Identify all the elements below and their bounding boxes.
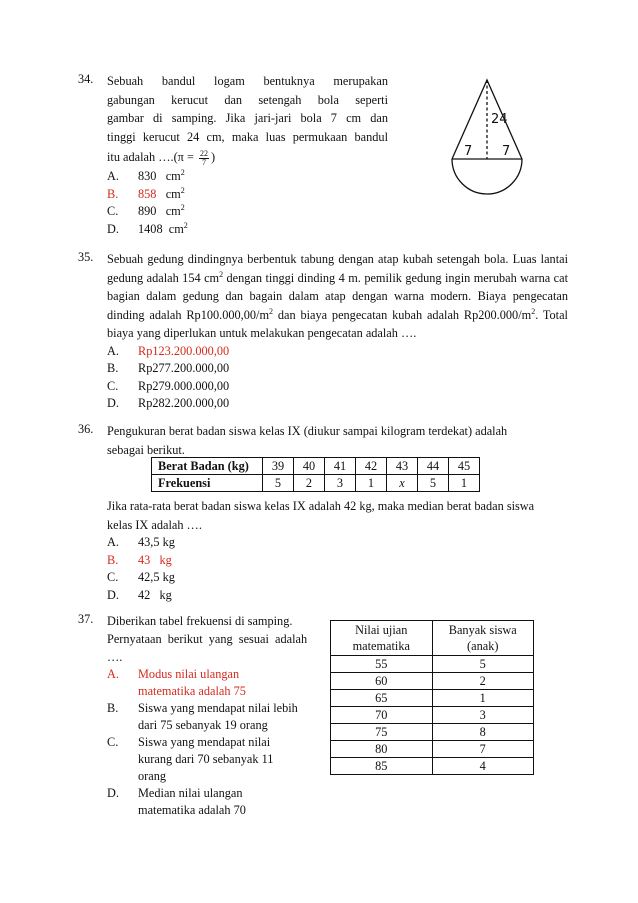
- text-line: Sebuah bandul logam bentuknya merupakan: [107, 74, 388, 88]
- text-fragment: Sebuah gedung dindingnya berbentuk tabung dengan atap kubah setengah bola. Luas lantai gedung adalah 154 cm: [107, 252, 568, 285]
- option-b[interactable]: B. 858 $cm^2$: [107, 186, 388, 204]
- table-cell: 44: [418, 458, 449, 475]
- exam-score-frequency-table: [330, 620, 534, 775]
- table-row: [152, 458, 480, 475]
- text-fragment: itu adalah ….(π =: [107, 150, 197, 164]
- table-row: [331, 707, 534, 724]
- text-fragment: dan biaya pengecatan kubah adalah Rp200.000/m: [273, 307, 532, 322]
- option-c[interactable]: [107, 378, 568, 396]
- question-text: Sebuah gedung dindingnya berbentuk tabung dengan atap kubah setengah bola. Luas lantai gedung adalah 154 $cm^2$ dengan tinggi dinding 4 m. pemilik gedung ingin merubah warna cat bagian dalam gedung dan bagain dalam atap dengan warna modern. Biaya pengecatan dinding adalah $Rp100.000,00/m^2$ dan biaya pengecatan kubah adalah $Rp200.000/m^2$. Total biaya yang diperlukan untuk melakukan pengecatan adalah ….: [107, 252, 568, 340]
- option-letter: D.: [107, 786, 119, 800]
- question-36: [78, 422, 568, 604]
- text-line: kelas IX adalah ….: [107, 517, 202, 532]
- table-cell: 60: [331, 673, 433, 690]
- option-unit: cm: [165, 169, 181, 183]
- option-letter: C.: [107, 378, 119, 393]
- header-line: matematika: [352, 639, 410, 653]
- header-line: Nilai ujian: [355, 623, 408, 637]
- text-fragment: dengan tinggi dinding 4 m. pemilik gedung ingin merubah warna cat bagian dalam gedung dan bagain dalam atap dengan warna modern. Biaya pengecatan dinding adalah Rp100.000,00/m: [107, 270, 568, 322]
- option-letter: C.: [107, 204, 119, 218]
- table-cell: 70: [331, 707, 433, 724]
- table-cell: 8: [432, 724, 534, 741]
- option-line: Siswa yang mendapat nilai: [138, 735, 271, 749]
- option-d[interactable]: [107, 395, 568, 413]
- question-number: 35.: [78, 250, 94, 264]
- pendulum-figure: [450, 78, 534, 202]
- option-value: 43 kg: [138, 552, 172, 567]
- option-value: 43,5 kg: [138, 535, 175, 549]
- option-letter: D.: [107, 396, 119, 410]
- table-row: [331, 741, 534, 758]
- text-line: tinggi kerucut 24 cm, maka luas permukaan bandul: [107, 129, 388, 144]
- table-cell: 1: [432, 690, 534, 707]
- question-text: [107, 72, 388, 146]
- option-b[interactable]: [107, 360, 568, 378]
- option-line: orang: [138, 769, 166, 783]
- hemisphere-outline: [452, 159, 522, 194]
- height-label: 24: [491, 112, 508, 127]
- option-value: Rp123.200.000,00: [138, 343, 230, 358]
- text-line: Jika rata-rata berat badan siswa kelas IX adalah 42 kg, maka median berat badan siswa: [107, 499, 535, 513]
- option-letter: C.: [107, 570, 119, 584]
- option-line: dari 75 sebanyak 19 orang: [138, 718, 268, 732]
- text-line: Diberikan tabel frekuensi di samping.: [107, 614, 293, 628]
- option-line: Siswa yang mendapat nilai lebih: [138, 701, 298, 715]
- table-cell: 5: [418, 475, 449, 492]
- text-line: ….: [107, 650, 123, 664]
- table-cell: 42: [356, 458, 387, 475]
- option-line: Modus nilai ulangan: [138, 667, 240, 681]
- table-cell: 65: [331, 690, 433, 707]
- radius-left-label: 7: [464, 144, 473, 159]
- option-line: Median nilai ulangan: [138, 786, 243, 800]
- row-header: Berat Badan (kg): [152, 458, 263, 475]
- table-cell: 3: [325, 475, 356, 492]
- option-line: kurang dari 70 sebanyak 11: [138, 752, 274, 766]
- option-line: matematika adalah 70: [138, 803, 246, 817]
- option-line: matematika adalah 75: [138, 684, 246, 698]
- text-line: gambar di samping. Jika jari-jari bola 7 cm dan: [107, 111, 388, 125]
- option-value: 1408: [138, 221, 163, 236]
- table-cell: 45: [449, 458, 480, 475]
- option-letter: D.: [107, 221, 119, 236]
- option-value: Rp279.000.000,00: [138, 378, 230, 393]
- question-number: 34.: [78, 72, 94, 86]
- question-text-last: [107, 146, 388, 168]
- text-line: Pernyataan berikut yang sesuai adalah: [107, 632, 308, 646]
- row-header: Frekuensi: [152, 475, 263, 492]
- question-35: [78, 250, 568, 413]
- option-value: Rp282.200.000,00: [138, 396, 230, 410]
- table-cell: 2: [432, 673, 534, 690]
- option-letter: B.: [107, 552, 119, 567]
- option-value: 42 kg: [138, 587, 172, 602]
- option-b[interactable]: [107, 552, 568, 570]
- option-a[interactable]: [107, 534, 568, 552]
- text-line: Pengukuran berat badan siswa kelas IX (diukur sampai kilogram terdekat) adalah: [107, 424, 508, 438]
- table-cell: 1: [356, 475, 387, 492]
- table-cell: 41: [325, 458, 356, 475]
- question-text: [107, 422, 568, 459]
- table-cell: 43: [387, 458, 418, 475]
- text-fragment: ): [210, 150, 216, 164]
- fraction-numerator: 22: [199, 148, 208, 158]
- header-line: Banyak siswa: [448, 623, 517, 637]
- question-after-table: [107, 497, 568, 534]
- question-text: [107, 612, 323, 666]
- option-a[interactable]: [107, 343, 568, 361]
- text-fragment: . Total biaya yang diperlukan untuk melakukan pengecatan adalah ….: [107, 307, 568, 340]
- table-cell: 5: [432, 656, 534, 673]
- table-header-row: [331, 621, 534, 656]
- table-row: [331, 724, 534, 741]
- question-number: 36.: [78, 422, 94, 436]
- option-c[interactable]: [107, 569, 568, 587]
- text-line: sebagai berikut.: [107, 442, 185, 457]
- table-cell: 39: [263, 458, 294, 475]
- options: [107, 343, 568, 413]
- table-cell: 80: [331, 741, 433, 758]
- option-value: 858: [138, 186, 157, 201]
- option-letter: A.: [107, 343, 119, 358]
- question-37: [78, 612, 323, 819]
- options: [107, 534, 568, 604]
- table-cell: 7: [432, 741, 534, 758]
- column-header-count: [432, 621, 534, 656]
- question-34: [78, 72, 388, 238]
- text-line: gabungan kerucut dan setengah bola seperti: [107, 92, 388, 107]
- option-unit: cm: [165, 204, 181, 218]
- table-row: [331, 673, 534, 690]
- table-cell: 55: [331, 656, 433, 673]
- option-value: Rp277.200.000,00: [138, 361, 230, 375]
- table-cell: 3: [432, 707, 534, 724]
- table-row: [331, 690, 534, 707]
- table-row: [331, 656, 534, 673]
- option-letter: B.: [107, 701, 119, 715]
- option-value: 890: [138, 204, 157, 218]
- option-unit: cm: [165, 186, 181, 201]
- header-line: (anak): [467, 639, 499, 653]
- table-cell: 5: [263, 475, 294, 492]
- table-cell: 4: [432, 758, 534, 775]
- option-a[interactable]: [107, 666, 323, 700]
- question-number: 37.: [78, 612, 94, 626]
- option-d[interactable]: [107, 785, 323, 819]
- table-row: [331, 758, 534, 775]
- option-letter: B.: [107, 361, 119, 375]
- radius-right-label: 7: [502, 144, 511, 159]
- column-header-score: [331, 621, 433, 656]
- option-letter: A.: [107, 169, 119, 183]
- fraction-denominator: 7: [201, 157, 206, 167]
- options: [107, 666, 323, 819]
- table-cell: 2: [294, 475, 325, 492]
- option-b[interactable]: [107, 700, 323, 734]
- option-c[interactable]: [107, 734, 323, 785]
- option-a[interactable]: A. 830 $cm^2$: [107, 168, 388, 186]
- option-letter: B.: [107, 186, 119, 201]
- table-cell: x: [387, 475, 418, 492]
- weight-frequency-table: [151, 457, 480, 492]
- options: [107, 168, 388, 238]
- table-cell: 75: [331, 724, 433, 741]
- option-letter: A.: [107, 535, 119, 549]
- table-row: [152, 475, 480, 492]
- option-c[interactable]: C. 890 $cm^2$: [107, 203, 388, 221]
- option-letter: C.: [107, 735, 119, 749]
- table-cell: 85: [331, 758, 433, 775]
- option-d[interactable]: D. 1408 $cm^2$: [107, 221, 388, 239]
- option-letter: D.: [107, 587, 119, 602]
- pi-fraction: [199, 150, 209, 167]
- table-cell: 1: [449, 475, 480, 492]
- option-value: 830: [138, 169, 157, 183]
- option-unit: cm: [168, 221, 184, 236]
- option-letter: A.: [107, 667, 119, 681]
- table-cell: 40: [294, 458, 325, 475]
- option-value: 42,5 kg: [138, 570, 175, 584]
- option-d[interactable]: [107, 587, 568, 605]
